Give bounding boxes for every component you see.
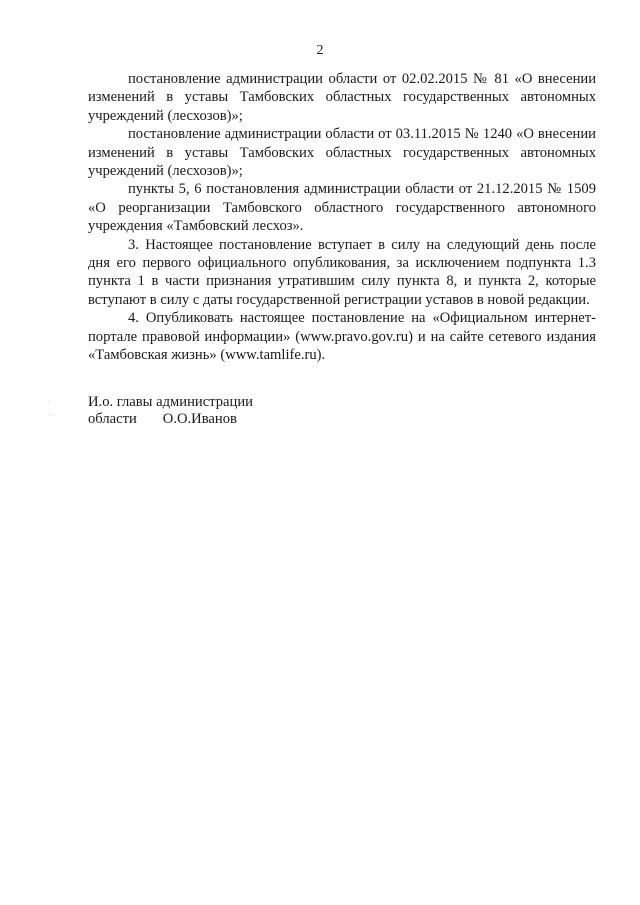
paragraph-repealed-act-3: пункты 5, 6 постановления администрации области от 21.12.2015 № 1509 «О реорганизации Тамбовского областного государственного автономного учреждения «Тамбовский лесхоз». [88, 181, 596, 235]
scan-margin-mark: ·· [48, 411, 54, 420]
document-body [88, 70, 596, 365]
paragraph-publication: 4. Опубликовать настоящее постановление на «Официальном интернет-портале правовой информации» (www.pravo.gov.ru) и на сайте сетевого издания «Тамбовская жизнь» (www.tamlife.ru). [88, 310, 596, 364]
paragraph-entry-into-force: 3. Настоящее постановление вступает в силу на следующий день после дня его первого официального опубликования, за исключением подпункта 1.3 пункта 1 в части признания утратившим силу пункта 8, и пункта 2, которые вступают в силу с даты государственной регистрации уставов в новой редакции. [88, 236, 596, 308]
signatory-title: И.о. главы администрации [88, 394, 253, 410]
scan-margin-mark: · [48, 398, 51, 407]
paragraph-repealed-act-2: постановление администрации области от 03.11.2015 № 1240 «О внесении изменений в уставы Тамбовских областных государственных автономных учреждений (лесхозов)»; [88, 126, 596, 180]
paragraph-repealed-act-1: постановление администрации области от 02.02.2015 № 81 «О внесении изменений в уставы Тамбовских областных государственных автономных учреждений (лесхозов)»; [88, 71, 596, 124]
signature-block [88, 394, 253, 428]
signatory-title-cont: области [88, 411, 137, 427]
signatory-name: О.О.Иванов [162, 411, 237, 427]
page-number: 2 [316, 43, 324, 58]
signatory-line [88, 411, 253, 428]
